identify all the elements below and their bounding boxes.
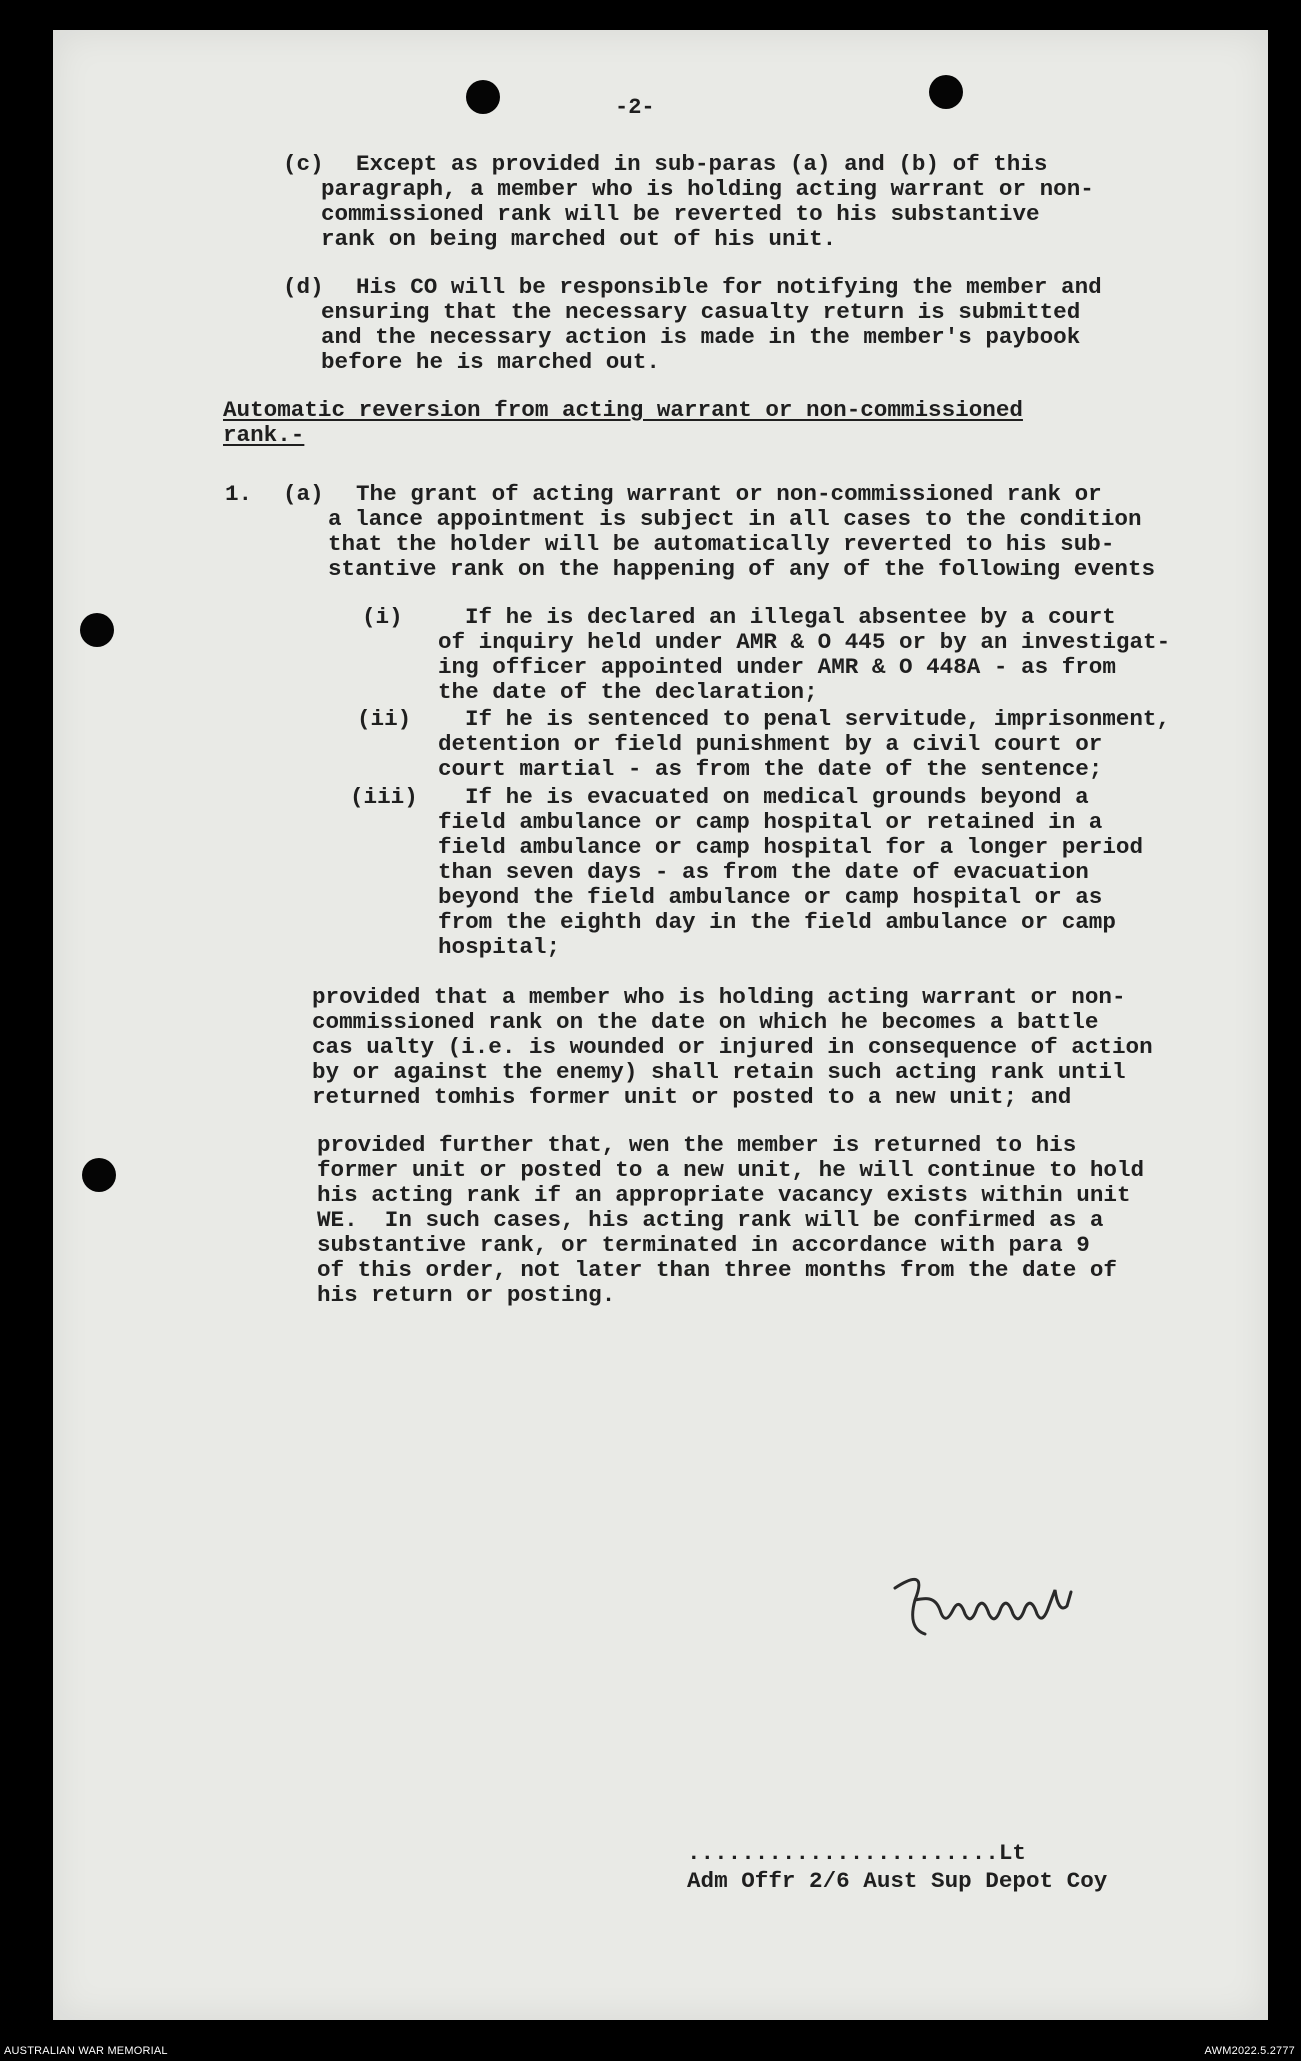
event-line: from the eighth day in the field ambulance or camp	[438, 909, 1116, 935]
event-line: than seven days - as from the date of evacuation	[438, 859, 1089, 885]
para-d-line: before he is marched out.	[321, 349, 660, 375]
item-line: The grant of acting warrant or non-commissioned rank or	[356, 481, 1102, 507]
item-line: stantive rank on the happening of any of the following events	[328, 556, 1156, 582]
event-label: (iii)	[350, 784, 418, 810]
proviso-line: by or against the enemy) shall retain such acting rank until	[312, 1059, 1126, 1085]
proviso-line: his return or posting.	[317, 1282, 616, 1308]
proviso-line: cas ualty (i.e. is wounded or injured in consequence of action	[312, 1034, 1153, 1060]
section-heading-cont: rank.-	[223, 422, 305, 448]
para-c-line: paragraph, a member who is holding acting warrant or non-	[321, 176, 1094, 202]
event-line: field ambulance or camp hospital for a longer period	[438, 834, 1144, 860]
signatory-title: Adm Offr 2/6 Aust Sup Depot Coy	[687, 1868, 1108, 1894]
signature-dotted-line: .......................Lt	[687, 1840, 1026, 1866]
handwritten-signature	[885, 1570, 1125, 1640]
event-line: If he is evacuated on medical grounds beyond a	[465, 784, 1089, 810]
footer-archive-id: AWM2022.5.2777	[1204, 2045, 1295, 2057]
para-d-label: (d)	[283, 274, 324, 300]
event-line: If he is sentenced to penal servitude, imprisonment,	[465, 706, 1171, 732]
punch-hole-left-lower	[82, 1158, 116, 1192]
event-line: detention or field punishment by a civil court or	[438, 731, 1103, 757]
event-line: beyond the field ambulance or camp hospital or as	[438, 884, 1103, 910]
para-c-line: commissioned rank will be reverted to his substantive	[321, 201, 1040, 227]
item-number: 1.	[225, 481, 253, 507]
proviso-line: of this order, not later than three months from the date of	[317, 1257, 1117, 1283]
proviso-line: provided that a member who is holding acting warrant or non-	[312, 984, 1126, 1010]
event-line: court martial - as from the date of the sentence;	[438, 756, 1103, 782]
event-label: (ii)	[357, 706, 412, 732]
para-c-line: Except as provided in sub-paras (a) and (b) of this	[356, 151, 1048, 177]
footer-archive-name: AUSTRALIAN WAR MEMORIAL	[4, 2045, 168, 2057]
event-line: If he is declared an illegal absentee by a court	[465, 604, 1116, 630]
event-line: ing officer appointed under AMR & O 448A - as from	[438, 654, 1116, 680]
item-sub-label: (a)	[283, 481, 324, 507]
page-number: -2-	[615, 95, 655, 120]
event-line: the date of the declaration;	[438, 679, 818, 705]
para-d-line: His CO will be responsible for notifying the member and	[356, 274, 1102, 300]
proviso-line: provided further that, wen the member is returned to his	[317, 1132, 1077, 1158]
event-label: (i)	[362, 604, 403, 630]
event-line: hospital;	[438, 934, 561, 960]
punch-hole-top-left	[466, 80, 500, 114]
punch-hole-top-right	[929, 75, 963, 109]
proviso-line: commissioned rank on the date on which he becomes a battle	[312, 1009, 1099, 1035]
section-heading: Automatic reversion from acting warrant or non-commissioned	[223, 397, 1023, 423]
para-d-line: ensuring that the necessary casualty return is submitted	[321, 299, 1081, 325]
proviso-line: returned tomhis former unit or posted to a new unit; and	[312, 1084, 1072, 1110]
event-line: of inquiry held under AMR & O 445 or by an investigat-	[438, 629, 1171, 655]
punch-hole-left-middle	[80, 613, 114, 647]
proviso-line: WE. In such cases, his acting rank will be confirmed as a	[317, 1207, 1104, 1233]
proviso-line: his acting rank if an appropriate vacancy exists within unit	[317, 1182, 1131, 1208]
para-c-label: (c)	[283, 151, 324, 177]
event-line: field ambulance or camp hospital or retained in a	[438, 809, 1103, 835]
proviso-line: former unit or posted to a new unit, he will continue to hold	[317, 1157, 1145, 1183]
item-line: a lance appointment is subject in all cases to the condition	[328, 506, 1142, 532]
para-c-line: rank on being marched out of his unit.	[321, 226, 837, 252]
proviso-line: substantive rank, or terminated in accordance with para 9	[317, 1232, 1090, 1258]
para-d-line: and the necessary action is made in the member's paybook	[321, 324, 1081, 350]
item-line: that the holder will be automatically reverted to his sub-	[328, 531, 1115, 557]
